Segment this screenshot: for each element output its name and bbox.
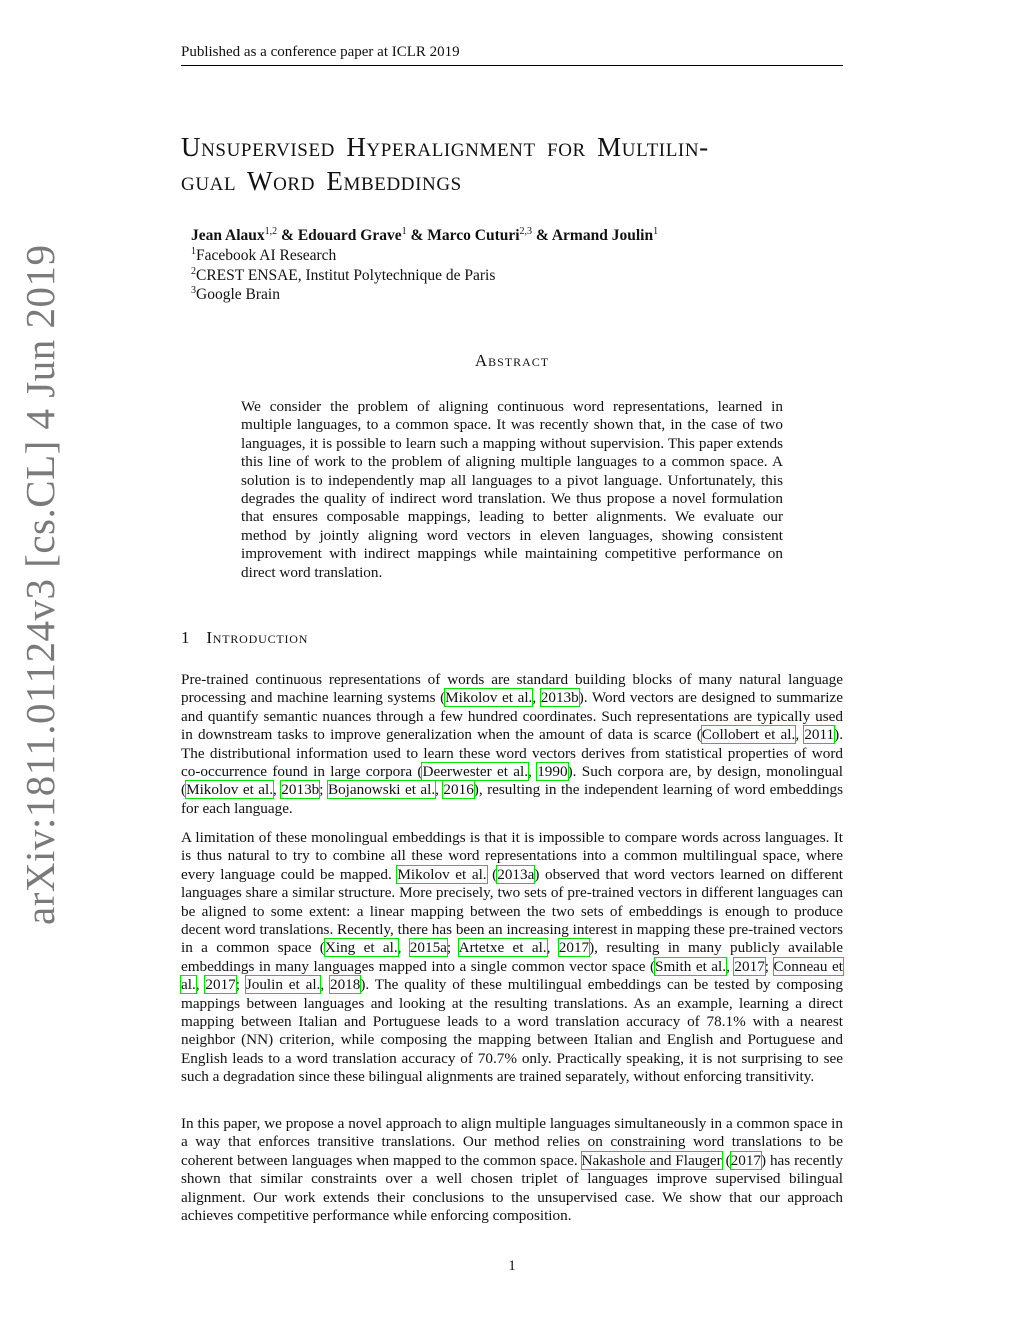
intro-paragraph-2 bbox=[181, 829, 843, 1087]
affiliation-text: Facebook AI Research bbox=[196, 247, 337, 264]
citation-link[interactable]: 2013a bbox=[497, 865, 535, 883]
text-run: ; bbox=[446, 939, 459, 957]
affiliation-text: Google Brain bbox=[196, 286, 280, 303]
arxiv-identifier-stamp: arXiv:1811.01124v3 [cs.CL] 4 Jun 2019 bbox=[17, 244, 63, 925]
text-run: , bbox=[435, 781, 444, 799]
intro-paragraph-3 bbox=[181, 1115, 843, 1225]
author-affiliation-marker: 1,2 bbox=[264, 225, 278, 237]
citation-link[interactable]: Xing et al. bbox=[324, 939, 398, 957]
citation-link[interactable]: 2013b bbox=[540, 689, 579, 707]
author-affiliation-marker: 1 bbox=[401, 225, 407, 237]
citation-link[interactable]: 1990 bbox=[537, 763, 568, 781]
affiliation-item bbox=[191, 285, 495, 305]
text-run: ) has recently shown that similar constraints over a well chosen triplet of languages improve supervised bilingual alignment. Our work extends their conclusions to the unsupervised case. We show that our approach achieves competitive performance while enforcing composition. bbox=[181, 1151, 843, 1225]
section-number: 1 bbox=[181, 628, 191, 647]
text-run: , bbox=[195, 976, 206, 994]
author-name: Jean Alaux bbox=[191, 227, 265, 244]
author-affiliation-marker: 2,3 bbox=[519, 225, 533, 237]
citation-link[interactable]: Mikolov et al. bbox=[397, 865, 487, 883]
author-list bbox=[191, 227, 658, 245]
affiliation-text: CREST ENSAE, Institut Polytechnique de Paris bbox=[196, 266, 496, 284]
text-run: , bbox=[397, 939, 410, 957]
citation-link[interactable]: Mikolov et al. bbox=[186, 781, 274, 799]
page-number: 1 bbox=[508, 1258, 516, 1274]
text-run: ), resulting in many publicly available embeddings in many languages mapped into a single common vector space ( bbox=[181, 939, 843, 975]
affiliation-marker: 2 bbox=[191, 265, 196, 277]
text-run: ). The distributional information used to learn these word vectors derives from statistical properties of word co-occurrence found in large corpora ( bbox=[181, 726, 843, 781]
affiliation-marker: 1 bbox=[191, 245, 196, 257]
author-name: Armand Joulin bbox=[551, 227, 654, 244]
text-run: ). The quality of these multilingual embeddings can be tested by composing mappings between languages and looking at the resulting translations. As an example, learning a direct mapping between Italian and Portuguese leads to a word translation accuracy of 78.1% with a nearest neighbor (NN) criterion, while composing the mapping between Italian and English and Portuguese and English leads to a word translation accuracy of 70.7% only. Practically speaking, it is not surprising to see such a degradation since these bilingual alignments are trained separately, without enforcing transitivity. bbox=[181, 976, 843, 1086]
citation-link[interactable]: Deerwester et al. bbox=[422, 763, 529, 781]
citation-link[interactable]: Artetxe et al. bbox=[458, 939, 547, 957]
text-run: In this paper, we propose a novel approach to align multiple languages simultaneously in a common space in a way that enforces transitive translations. Our method relies on constraining word translations to be coherent between languages when mapped to the common space. bbox=[181, 1115, 843, 1169]
text-run: , bbox=[795, 726, 805, 744]
citation-link[interactable]: 2017 bbox=[558, 939, 590, 957]
section-heading-introduction bbox=[181, 628, 308, 648]
citation-link[interactable]: Collobert et al. bbox=[701, 726, 796, 744]
text-run: Pre-trained continuous representations of words are standard building blocks of many natural language processing and machine learning systems ( bbox=[181, 671, 843, 707]
text-run: ), resulting in the independent learning of word embeddings for each language. bbox=[181, 781, 844, 817]
intro-paragraph-1 bbox=[181, 671, 843, 818]
title-line-1: Unsupervised Hyperalignment for Multilin- bbox=[181, 132, 709, 162]
text-run: ). Such corpora are, by design, monolingual ( bbox=[181, 763, 844, 799]
citation-link[interactable]: Mikolov et al. bbox=[445, 689, 533, 707]
author-separator: & bbox=[406, 227, 428, 244]
author-name: Edouard Grave bbox=[297, 227, 402, 244]
text-run: , bbox=[546, 939, 559, 957]
author-separator: & bbox=[277, 227, 298, 244]
text-run: ; bbox=[235, 976, 246, 994]
citation-link[interactable]: Joulin et al. bbox=[245, 976, 321, 994]
citation-link[interactable]: Bojanowski et al. bbox=[327, 781, 436, 799]
text-run: ; bbox=[319, 781, 328, 799]
citation-link[interactable]: 2017 bbox=[734, 957, 765, 975]
affiliation-item bbox=[191, 246, 495, 266]
affiliation-marker: 3 bbox=[191, 284, 196, 296]
text-run: , bbox=[726, 957, 735, 975]
text-run: , bbox=[532, 689, 541, 707]
author-separator: & bbox=[532, 227, 552, 244]
text-run: , bbox=[320, 976, 330, 994]
citation-link[interactable]: Nakashole and Flauger bbox=[581, 1151, 722, 1169]
abstract-heading: Abstract bbox=[474, 351, 550, 370]
affiliation-list bbox=[191, 246, 495, 305]
citation-link[interactable]: 2018 bbox=[329, 976, 361, 994]
section-title: Introduction bbox=[206, 628, 309, 647]
text-run: , bbox=[273, 781, 282, 799]
text-run: ; bbox=[764, 957, 774, 975]
text-run: , bbox=[528, 763, 538, 781]
text-run: A limitation of these monolingual embeddings is that it is impossible to compare words across languages. It is thus natural to try to combine all these word representations into a common multilingual space, where every language could be mapped. bbox=[181, 829, 843, 883]
citation-link[interactable]: 2011 bbox=[804, 726, 835, 744]
author-affiliation-marker: 1 bbox=[653, 225, 659, 237]
text-run: ) observed that word vectors learned on different languages share a similar structure. More precisely, two sets of pre-trained vectors in different languages can be aligned to some extent: a linear mapping between the two sets of embeddings is enough to produce decent word translations. Recently, there has been an increasing interest in mapping these pre-trained vectors in a common space ( bbox=[181, 865, 844, 957]
affiliation-item bbox=[191, 266, 495, 286]
citation-link[interactable]: 2017 bbox=[205, 976, 236, 994]
text-run: ( bbox=[721, 1151, 731, 1169]
citation-link[interactable]: 2013b bbox=[281, 781, 320, 799]
citation-link[interactable]: Smith et al. bbox=[655, 957, 727, 975]
citation-link[interactable]: 2016 bbox=[443, 781, 474, 799]
title-line-2: gual Word Embeddings bbox=[181, 166, 462, 196]
citation-link[interactable]: 2017 bbox=[730, 1151, 762, 1169]
text-run: ). Word vectors are designed to summarize and quantify semantic nuances through a few hundred coordinates. Such representations are typically used in downstream tasks to improve generalization when the amount of data is scarce ( bbox=[181, 689, 843, 744]
citation-link[interactable]: Conneau et al. bbox=[181, 957, 844, 994]
text-run: ( bbox=[486, 865, 498, 883]
author-name: Marco Cuturi bbox=[427, 227, 520, 244]
paper-title bbox=[181, 130, 861, 198]
running-head: Published as a conference paper at ICLR 2019 bbox=[181, 44, 843, 66]
abstract-text: We consider the problem of aligning continuous word representations, learned in multiple languages, to a common space. It was recently shown that, in the case of two languages, it is possible to learn such a mapping without supervision. This paper extends this line of work to the problem of aligning multiple languages to a common space. A solution is to independently map all languages to a pivot language. Unfortunately, this degrades the quality of indirect word translation. We thus propose a novel formulation that ensures composable mappings, leading to better alignments. We evaluate our method by jointly aligning word vectors in eleven languages, showing consistent improvement with indirect mappings while maintaining competitive performance on direct word translation. bbox=[241, 398, 783, 581]
citation-link[interactable]: 2015a bbox=[409, 939, 447, 957]
